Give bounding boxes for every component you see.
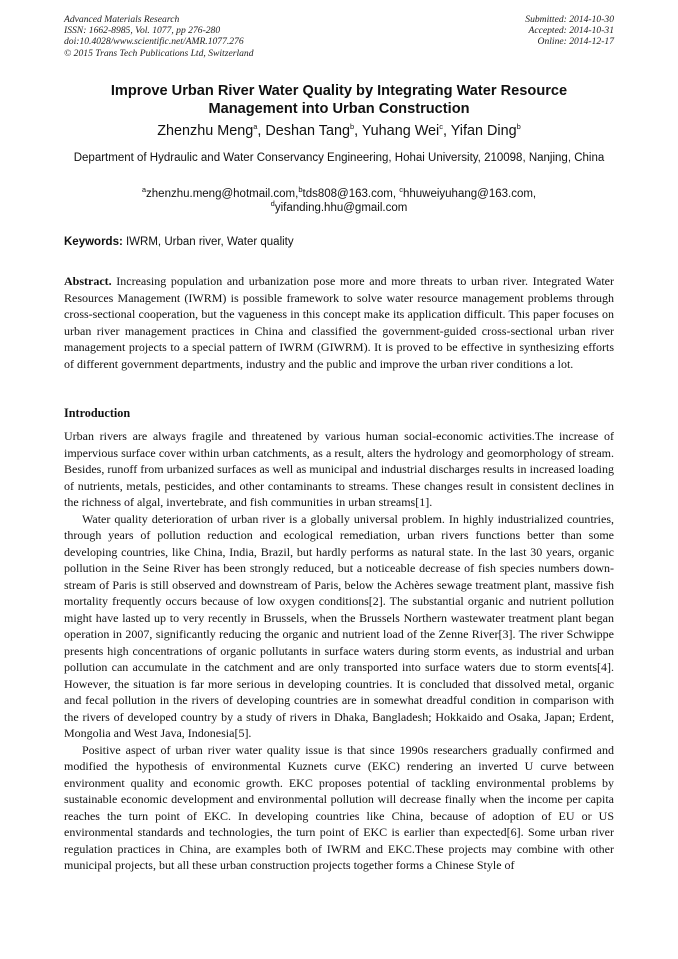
title-line-2: Management into Urban Construction xyxy=(208,101,470,117)
abstract-text: Increasing population and urbanization pose more and more threats to urban river. Integrated Water Resources Management (IWRM) is possible framework to solve water resource management problems through cross-sectional cooperation, but the vagueness in this concept make its application difficult. This paper focuses on urban river management practices in China and classified the government-guided cross-sectional urban river management projects to a special pattern of IWRM (GIWRM). It is proved to be effective in synthesizing efforts of different government departments, industry and the public and improve the urban river conditions a lot. xyxy=(64,274,614,371)
introduction-body xyxy=(64,428,614,874)
email-sup: d xyxy=(270,199,275,209)
doi-line: doi:10.4028/www.scientific.net/AMR.1077.276 xyxy=(64,36,244,48)
author-sep: , xyxy=(257,123,266,139)
author-name: Yuhang Wei xyxy=(361,123,440,139)
issn-line: ISSN: 1662-8985, Vol. 1077, pp 276-280 xyxy=(64,25,221,37)
author-emails xyxy=(64,187,614,215)
keywords-label: Keywords: xyxy=(64,236,123,248)
accepted-date: Accepted: 2014-10-31 xyxy=(528,25,614,37)
email-d[interactable]: yifanding.hhu@gmail.com xyxy=(274,202,408,214)
journal-name: Advanced Materials Research xyxy=(64,14,180,25)
title-line-1: Improve Urban River Water Quality by Integrating Water Resource xyxy=(110,83,568,99)
abstract xyxy=(64,273,614,372)
keywords xyxy=(64,235,614,249)
affiliation: Department of Hydraulic and Water Conservancy Engineering, Hohai University, 210098, Nanjing, China xyxy=(73,152,605,164)
email-b[interactable]: tds808@163.com, xyxy=(302,188,400,200)
email-sup: b xyxy=(298,185,303,195)
publication-dates xyxy=(414,14,614,48)
author-sup: c xyxy=(439,122,443,132)
submitted-date: Submitted: 2014-10-30 xyxy=(525,14,614,25)
email-a[interactable]: zhenzhu.meng@hotmail.com, xyxy=(146,188,299,200)
email-sup: a xyxy=(141,185,147,195)
author-name: Deshan Tang xyxy=(265,123,350,139)
keywords-text: IWRM, Urban river, Water quality xyxy=(122,236,294,248)
abstract-label: Abstract. xyxy=(64,274,112,288)
paragraph: Urban rivers are always fragile and threatened by various human social-economic activities.The increase of impervious surface cover within urban catchments, as a result, alters the hydrology and geomorphology of stream. Besides, runoff from urbanized surfaces as well as municipal and industrial discharges results in increased loading of nutrients, metals, pesticides, and other contaminants to streams. These changes result in consistent declines in the richness of algal, invertebrate, and fish communities in urban streams[1]. xyxy=(64,429,614,509)
paper-title xyxy=(64,82,614,118)
author-sup: b xyxy=(516,122,521,132)
paragraph: Positive aspect of urban river water quality issue is that since 1990s researchers gradually confirmed and modified the hypothesis of environmental Kuznets curve (EKC) rendering an inverted U curve between environment quality and economic growth. EKC proposes potential of tackling environmental problems by sustainable economic development and environmental pollution will decrease finally when the income per capita reaches the turn point of EKC. In developing countries like China, because of adoption of EU or US environmental standards and technologies, the turn point of EKC is earlier than expected[6]. Some urban river regulation practices in China, are examples both of IWRM and EKC.These projects may combine with other municipal projects, but all these urban construction projects together forms a Chinese Style of xyxy=(64,742,614,872)
email-c[interactable]: hhuweiyuhang@163.com, xyxy=(402,188,537,200)
author-list xyxy=(64,122,614,140)
section-title: Introduction xyxy=(64,406,131,420)
author-name: Zhenzhu Meng xyxy=(157,123,254,139)
journal-info xyxy=(64,14,364,59)
author-name: Yifan Ding xyxy=(450,123,517,139)
author-sup: b xyxy=(349,122,355,132)
paragraph: Water quality deterioration of urban river is a globally universal problem. In highly industrialized countries, through years of pollution reduction and ecological remediation, urban rivers functions better than some developing countries, like China, India, Brazil, but hardly performs as natural state. In the last 30 years, organic pollution in the Seine River has been strongly reduced, but a noticeable decrease of fish species numbers down-stream of Paris is still observed and downstream of Paris, below the Achères sewage treatment plant, massive fish mortality frequently occurs because of low oxygen conditions[2]. The substantial organic and nutrient pollution might have lasted up to very recently in Brussels, when the Brussels Northern wastewater treatment plant began operation in 2007, significantly reducing the organic and nutrient load of the Zenne River[3]. The river Schwippe presents high concentrations of organic pollutants in surface waters during storm events, as industrial and urban pollution can accumulate in the catchment and are only transported into surface waters due to storm events[4]. However, the situation is far more serious in developing countries. It is concluded that dissolved metal, organic and fecal pollution in the rivers of developing countries are in somewhat dreadful condition in comparison with the rivers of developed country by a study of rivers in Dhaka, Bangladesh; Hokkaido and Osaka, Japan; Erdent, Mongolia and West Java, Indonesia[5]. xyxy=(64,511,614,740)
email-sup: c xyxy=(399,185,403,195)
author-sup: a xyxy=(253,122,258,132)
online-date: Online: 2014-12-17 xyxy=(537,36,614,48)
copyright-line: © 2015 Trans Tech Publications Ltd, Switzerland xyxy=(64,47,254,59)
author-sep: , xyxy=(354,123,362,139)
author-sep: , xyxy=(442,123,451,139)
